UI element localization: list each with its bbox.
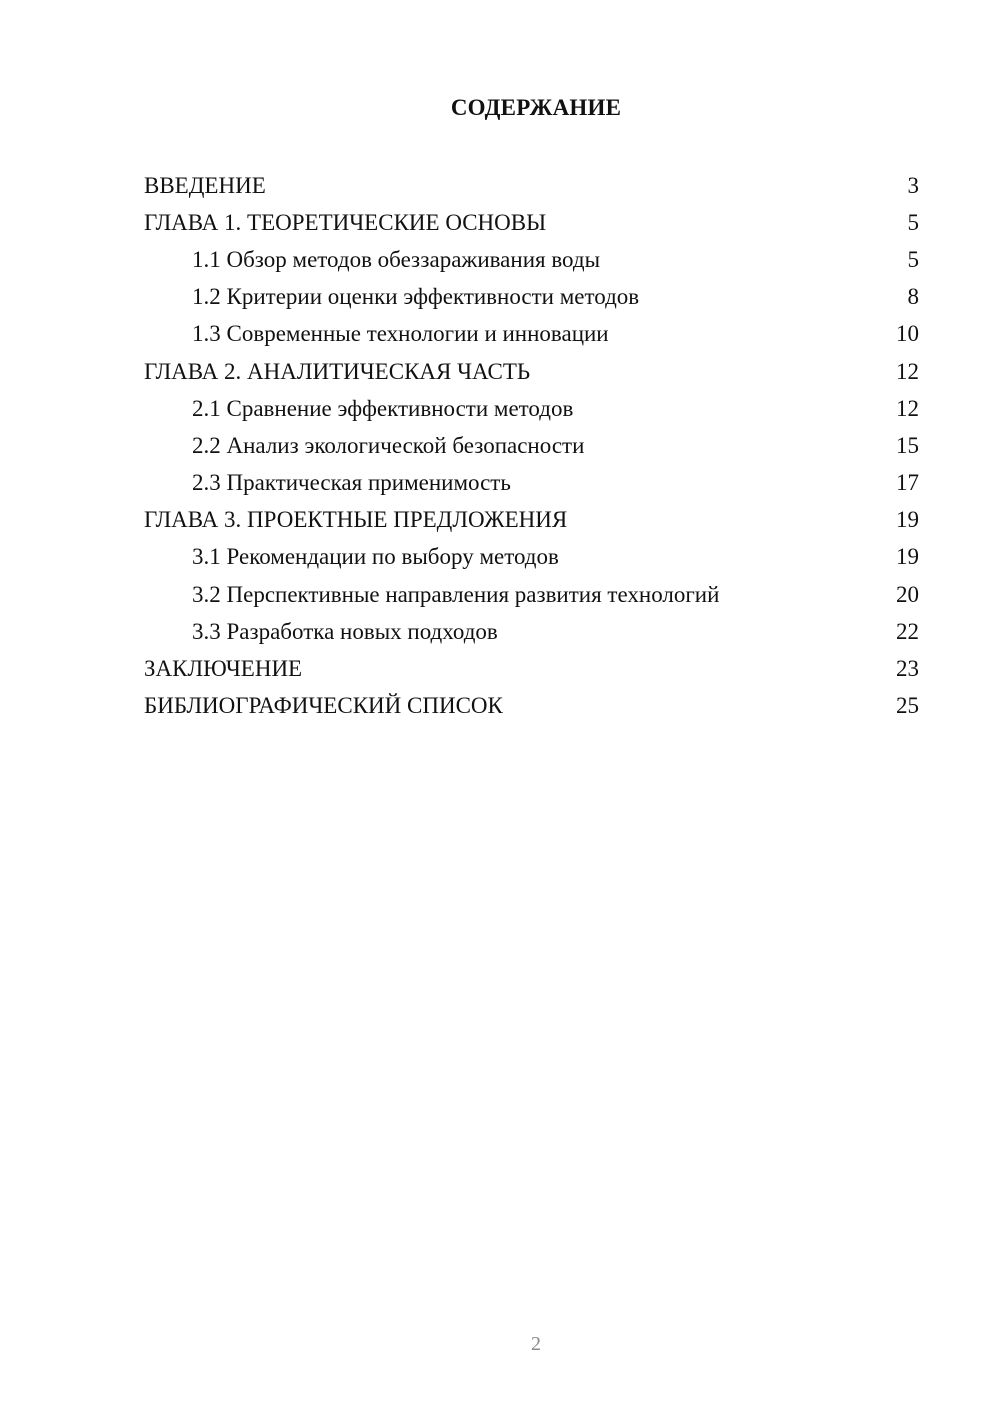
toc-entry-page: 12: [896, 358, 919, 384]
toc-entry-title: 3.1 Рекомендации по выбору методов: [192, 544, 559, 570]
toc-chapter-entry: [144, 353, 919, 390]
toc-entry-title: ВВЕДЕНИЕ: [144, 172, 266, 198]
toc-entry-page: 20: [896, 581, 919, 607]
toc-entry-title: 2.2 Анализ экологической безопасности: [192, 432, 585, 458]
toc-entry-title: 1.1 Обзор методов обеззараживания воды: [192, 246, 601, 272]
toc-entry-title: 2.1 Сравнение эффективности методов: [192, 395, 574, 421]
toc-entry-page: 17: [896, 470, 919, 496]
toc-chapter-entry: [144, 502, 919, 539]
toc-entry-page: 12: [896, 395, 919, 421]
toc-entry-page: 8: [907, 284, 919, 310]
toc-section-entry: [144, 465, 919, 502]
toc-entry-page: 15: [896, 432, 919, 458]
toc-entry-title: ГЛАВА 1. ТЕОРЕТИЧЕСКИЕ ОСНОВЫ: [144, 209, 547, 235]
page-number: 2: [531, 1333, 541, 1355]
toc-entry-title: 2.3 Практическая применимость: [192, 470, 511, 496]
toc-chapter-entry: [144, 167, 919, 204]
toc-section-entry: [144, 316, 919, 353]
toc-entry-title: ГЛАВА 3. ПРОЕКТНЫЕ ПРЕДЛОЖЕНИЯ: [144, 507, 568, 533]
toc-entry-page: 25: [896, 693, 919, 719]
toc-section-entry: [144, 279, 919, 316]
toc-section-entry: [144, 241, 919, 278]
toc-section-entry: [144, 539, 919, 576]
toc-entry-title: 3.2 Перспективные направления развития технологий: [192, 581, 720, 607]
table-of-contents: [144, 167, 919, 725]
toc-entry-title: 1.2 Критерии оценки эффективности методов: [192, 284, 640, 310]
toc-entry-page: 23: [896, 656, 919, 682]
toc-entry-page: 19: [896, 544, 919, 570]
toc-section-entry: [144, 576, 919, 613]
toc-section-entry: [144, 427, 919, 464]
toc-entry-title: БИБЛИОГРАФИЧЕСКИЙ СПИСОК: [144, 693, 503, 719]
toc-entry-page: 3: [907, 172, 919, 198]
toc-entry-title: ЗАКЛЮЧЕНИЕ: [144, 656, 303, 682]
toc-section-entry: [144, 613, 919, 650]
toc-entry-title: 3.3 Разработка новых подходов: [192, 618, 498, 644]
toc-entry-title: ГЛАВА 2. АНАЛИТИЧЕСКАЯ ЧАСТЬ: [144, 358, 531, 384]
toc-entry-page: 5: [907, 209, 919, 235]
toc-entry-page: 22: [896, 618, 919, 644]
toc-entry-title: 1.3 Современные технологии и инновации: [192, 321, 609, 347]
toc-section-entry: [144, 390, 919, 427]
page-title: СОДЕРЖАНИЕ: [450, 95, 622, 120]
toc-entry-page: 19: [896, 507, 919, 533]
toc-entry-page: 10: [896, 321, 919, 347]
toc-chapter-entry: [144, 688, 919, 725]
toc-chapter-entry: [144, 204, 919, 241]
toc-entry-page: 5: [907, 246, 919, 272]
toc-chapter-entry: [144, 650, 919, 687]
